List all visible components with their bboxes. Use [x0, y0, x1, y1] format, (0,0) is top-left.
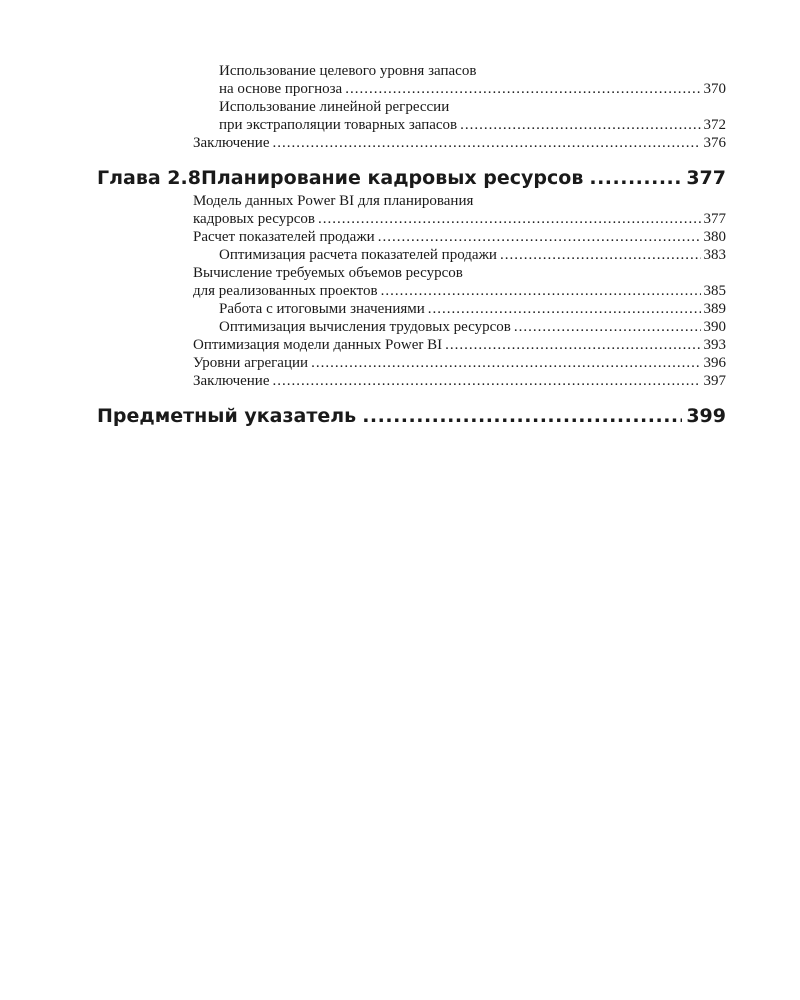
dot-leader: [500, 246, 701, 264]
page-number: 370: [703, 81, 726, 97]
dot-leader: [362, 404, 682, 428]
toc-entry[interactable]: [193, 282, 726, 300]
toc-entry-title: Работа с итоговыми значениями: [219, 301, 425, 317]
page-number: 385: [703, 283, 726, 299]
toc-entry-title-line1: Использование целевого уровня запасов: [219, 63, 477, 79]
toc-entry-title-line1: Использование линейной регрессии: [219, 99, 450, 115]
page-number: 377: [686, 167, 726, 189]
dot-leader: [273, 134, 701, 152]
page-number: 399: [686, 405, 726, 427]
toc-entry-title: кадровых ресурсов: [193, 211, 315, 227]
toc-entry-title: Заключение: [193, 373, 270, 389]
page-number: 383: [703, 247, 726, 263]
page-number: 393: [703, 337, 726, 353]
dot-leader: [428, 300, 701, 318]
toc-entry-title: Уровни агрегации: [193, 355, 309, 371]
page-number: 377: [703, 211, 726, 227]
dot-leader: [378, 228, 701, 246]
dot-leader: [514, 318, 701, 336]
toc-entry-title-line1: Вычисление требуемых объемов ресурсов: [193, 265, 463, 281]
index-heading[interactable]: [97, 404, 726, 428]
dot-leader: [460, 116, 700, 134]
toc-entry[interactable]: [219, 318, 726, 336]
toc-entry-title: при экстраполяции товарных запасов: [219, 117, 458, 133]
page-number: 389: [703, 301, 726, 317]
toc-entry[interactable]: [219, 300, 726, 318]
toc-entry-title: для реализованных проектов: [193, 283, 378, 299]
toc-entry[interactable]: [193, 228, 726, 246]
dot-leader: [381, 282, 701, 300]
dot-leader: [273, 372, 701, 390]
page-number: 372: [703, 117, 726, 133]
toc-entry-title: Заключение: [193, 135, 270, 151]
toc-entry[interactable]: [193, 354, 726, 372]
page-number: 396: [703, 355, 726, 371]
dot-leader: [318, 210, 701, 228]
toc-entry[interactable]: [193, 372, 726, 390]
toc-entry[interactable]: [219, 116, 726, 134]
toc-entry[interactable]: [193, 134, 726, 152]
toc-entry[interactable]: [193, 336, 726, 354]
dot-leader: [345, 80, 700, 98]
toc-entry-title-line1: Модель данных Power BI для планирования: [193, 193, 474, 209]
page-number: 380: [703, 229, 726, 245]
chapter-heading[interactable]: [97, 166, 726, 190]
toc-entry-title: Оптимизация расчета показателей продажи: [219, 247, 497, 263]
dot-leader: [589, 166, 682, 190]
chapter-title: Планирование кадровых ресурсов: [200, 167, 584, 189]
toc-entry-title: на основе прогноза: [219, 81, 343, 97]
toc-entry[interactable]: [219, 80, 726, 98]
chapter-label: Глава 2.8: [97, 167, 201, 189]
page-number: 390: [703, 319, 726, 335]
dot-leader: [311, 354, 700, 372]
page-number: 376: [703, 135, 726, 151]
toc-entry[interactable]: [193, 210, 726, 228]
toc-entry-title: Расчет показателей продажи: [193, 229, 375, 245]
toc-entry[interactable]: [219, 246, 726, 264]
page-number: 397: [703, 373, 726, 389]
index-title: Предметный указатель: [97, 405, 357, 427]
toc-entry-title: Оптимизация вычисления трудовых ресурсов: [219, 319, 511, 335]
dot-leader: [445, 336, 700, 354]
toc-entry-title: Оптимизация модели данных Power BI: [193, 337, 443, 353]
